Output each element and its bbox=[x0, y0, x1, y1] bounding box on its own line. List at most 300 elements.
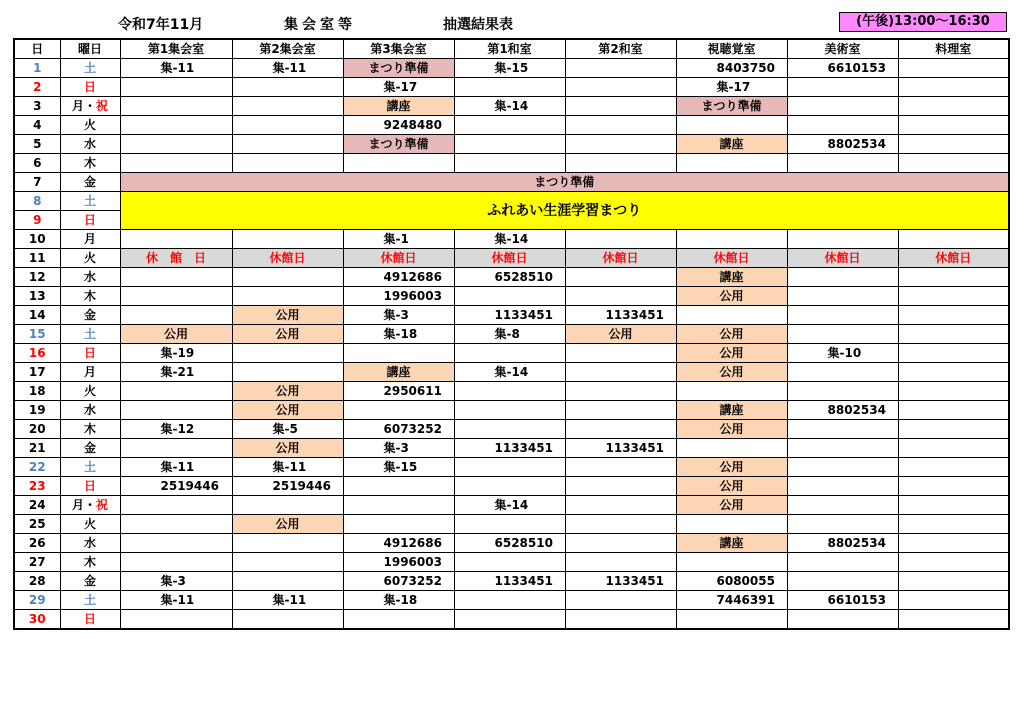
day-cell: 26 bbox=[14, 534, 60, 553]
cell-av-room: 公用 bbox=[676, 477, 787, 496]
cell-meeting-room-2: 公用 bbox=[232, 325, 343, 344]
cell-av-room: 公用 bbox=[676, 287, 787, 306]
table-row bbox=[14, 116, 1009, 135]
weekday-cell: 火 bbox=[60, 116, 120, 135]
table-row bbox=[14, 287, 1009, 306]
weekday-cell: 水 bbox=[60, 401, 120, 420]
cell-meeting-room-1 bbox=[120, 116, 232, 135]
cell-japanese-room-1 bbox=[454, 420, 565, 439]
col-header-art-room: 美術室 bbox=[787, 39, 898, 59]
cell-av-room: 7446391 bbox=[676, 591, 787, 610]
cell-japanese-room-1 bbox=[454, 287, 565, 306]
cell-art-room bbox=[787, 325, 898, 344]
cell-meeting-room-1 bbox=[120, 515, 232, 534]
cell-meeting-room-2 bbox=[232, 344, 343, 363]
table-row bbox=[14, 173, 1009, 192]
cell-japanese-room-2 bbox=[565, 553, 676, 572]
col-header-japanese-room-2: 第2和室 bbox=[565, 39, 676, 59]
cell-meeting-room-3 bbox=[343, 496, 454, 515]
table-row bbox=[14, 439, 1009, 458]
day-cell: 6 bbox=[14, 154, 60, 173]
cell-meeting-room-2: 公用 bbox=[232, 401, 343, 420]
cell-cooking-room bbox=[898, 287, 1009, 306]
cell-cooking-room bbox=[898, 344, 1009, 363]
cell-av-room bbox=[676, 439, 787, 458]
cell-cooking-room bbox=[898, 591, 1009, 610]
weekday-cell: 月 bbox=[60, 230, 120, 249]
day-cell: 23 bbox=[14, 477, 60, 496]
table-row bbox=[14, 268, 1009, 287]
cell-japanese-room-2 bbox=[565, 135, 676, 154]
cell-meeting-room-2 bbox=[232, 78, 343, 97]
cell-meeting-room-1: 集-11 bbox=[120, 59, 232, 78]
holiday-label: 祝 bbox=[96, 498, 109, 512]
cell-japanese-room-1: 1133451 bbox=[454, 572, 565, 591]
cell-av-room bbox=[676, 154, 787, 173]
day-cell: 14 bbox=[14, 306, 60, 325]
cell-meeting-room-1 bbox=[120, 268, 232, 287]
cell-cooking-room bbox=[898, 268, 1009, 287]
cell-japanese-room-2 bbox=[565, 382, 676, 401]
table-row bbox=[14, 420, 1009, 439]
cell-meeting-room-1: 集-21 bbox=[120, 363, 232, 382]
day-cell: 16 bbox=[14, 344, 60, 363]
col-header-meeting-room-3: 第3集会室 bbox=[343, 39, 454, 59]
cell-av-room bbox=[676, 230, 787, 249]
cell-art-room bbox=[787, 439, 898, 458]
cell-japanese-room-1 bbox=[454, 344, 565, 363]
cell-art-room bbox=[787, 268, 898, 287]
cell-meeting-room-2 bbox=[232, 154, 343, 173]
weekday-cell: 土 bbox=[60, 458, 120, 477]
cell-japanese-room-2 bbox=[565, 154, 676, 173]
cell-japanese-room-2 bbox=[565, 420, 676, 439]
cell-japanese-room-2: 1133451 bbox=[565, 306, 676, 325]
cell-av-room: 6080055 bbox=[676, 572, 787, 591]
cell-meeting-room-1 bbox=[120, 610, 232, 630]
table-row bbox=[14, 534, 1009, 553]
weekday-cell: 火 bbox=[60, 515, 120, 534]
table-row bbox=[14, 78, 1009, 97]
cell-meeting-room-3: まつり準備 bbox=[343, 59, 454, 78]
day-cell: 7 bbox=[14, 173, 60, 192]
weekday-cell: 日 bbox=[60, 344, 120, 363]
cell-cooking-room bbox=[898, 572, 1009, 591]
day-cell: 9 bbox=[14, 211, 60, 230]
weekday-cell: 日 bbox=[60, 211, 120, 230]
cell-meeting-room-1: 集-3 bbox=[120, 572, 232, 591]
cell-art-room bbox=[787, 97, 898, 116]
cell-japanese-room-2 bbox=[565, 230, 676, 249]
cell-japanese-room-1: 集-14 bbox=[454, 230, 565, 249]
cell-japanese-room-1 bbox=[454, 477, 565, 496]
cell-japanese-room-2: 休館日 bbox=[565, 249, 676, 268]
cell-meeting-room-3: 集-17 bbox=[343, 78, 454, 97]
document-subtitle: 集会室等 bbox=[284, 17, 356, 33]
cell-av-room: 公用 bbox=[676, 344, 787, 363]
cell-art-room: 集-10 bbox=[787, 344, 898, 363]
table-row bbox=[14, 477, 1009, 496]
cell-meeting-room-1 bbox=[120, 553, 232, 572]
cell-art-room bbox=[787, 154, 898, 173]
cell-av-room: 公用 bbox=[676, 325, 787, 344]
day-cell: 17 bbox=[14, 363, 60, 382]
day-cell: 22 bbox=[14, 458, 60, 477]
cell-japanese-room-1 bbox=[454, 515, 565, 534]
cell-meeting-room-2 bbox=[232, 553, 343, 572]
weekday-cell: 木 bbox=[60, 287, 120, 306]
cell-japanese-room-2 bbox=[565, 458, 676, 477]
day-cell: 12 bbox=[14, 268, 60, 287]
table-row bbox=[14, 154, 1009, 173]
cell-meeting-room-2 bbox=[232, 116, 343, 135]
header-row bbox=[14, 39, 1009, 59]
cell-meeting-room-3: 6073252 bbox=[343, 572, 454, 591]
cell-art-room: 6610153 bbox=[787, 59, 898, 78]
cell-meeting-room-3: 4912686 bbox=[343, 534, 454, 553]
cell-av-room: 公用 bbox=[676, 420, 787, 439]
cell-art-room: 休館日 bbox=[787, 249, 898, 268]
day-cell: 15 bbox=[14, 325, 60, 344]
cell-cooking-room bbox=[898, 78, 1009, 97]
col-header-japanese-room-1: 第1和室 bbox=[454, 39, 565, 59]
cell-av-room bbox=[676, 116, 787, 135]
cell-av-room: 公用 bbox=[676, 458, 787, 477]
cell-japanese-room-2: 1133451 bbox=[565, 439, 676, 458]
cell-japanese-room-1 bbox=[454, 135, 565, 154]
col-header-cooking-room: 料理室 bbox=[898, 39, 1009, 59]
cell-japanese-room-1: 休館日 bbox=[454, 249, 565, 268]
cell-art-room bbox=[787, 363, 898, 382]
cell-cooking-room bbox=[898, 610, 1009, 630]
cell-japanese-room-1: 6528510 bbox=[454, 534, 565, 553]
cell-japanese-room-1: 集-14 bbox=[454, 496, 565, 515]
cell-japanese-room-1 bbox=[454, 154, 565, 173]
cell-art-room bbox=[787, 230, 898, 249]
cell-japanese-room-1 bbox=[454, 116, 565, 135]
table-row bbox=[14, 553, 1009, 572]
cell-meeting-room-3: 集-15 bbox=[343, 458, 454, 477]
festival-prep-banner: まつり準備 bbox=[120, 173, 1009, 192]
cell-art-room: 8802534 bbox=[787, 401, 898, 420]
day-cell: 10 bbox=[14, 230, 60, 249]
cell-meeting-room-1 bbox=[120, 306, 232, 325]
cell-japanese-room-1: 集-14 bbox=[454, 363, 565, 382]
cell-art-room bbox=[787, 610, 898, 630]
cell-meeting-room-2: 公用 bbox=[232, 515, 343, 534]
weekday-cell: 水 bbox=[60, 135, 120, 154]
cell-japanese-room-1 bbox=[454, 382, 565, 401]
cell-cooking-room bbox=[898, 230, 1009, 249]
weekday-cell: 日 bbox=[60, 610, 120, 630]
cell-art-room bbox=[787, 78, 898, 97]
table-row bbox=[14, 230, 1009, 249]
reservation-table bbox=[13, 38, 1010, 630]
weekday-label: 月・ bbox=[71, 99, 96, 113]
cell-meeting-room-1 bbox=[120, 439, 232, 458]
cell-meeting-room-1: 2519446 bbox=[120, 477, 232, 496]
table-row bbox=[14, 344, 1009, 363]
col-header-meeting-room-2: 第2集会室 bbox=[232, 39, 343, 59]
weekday-label: 月・ bbox=[71, 498, 96, 512]
table-row bbox=[14, 458, 1009, 477]
cell-japanese-room-2 bbox=[565, 116, 676, 135]
cell-meeting-room-2 bbox=[232, 135, 343, 154]
day-cell: 27 bbox=[14, 553, 60, 572]
cell-japanese-room-1: 集-14 bbox=[454, 97, 565, 116]
cell-meeting-room-3: 集-18 bbox=[343, 591, 454, 610]
cell-cooking-room bbox=[898, 458, 1009, 477]
day-cell: 19 bbox=[14, 401, 60, 420]
cell-japanese-room-2: 公用 bbox=[565, 325, 676, 344]
cell-japanese-room-2 bbox=[565, 610, 676, 630]
cell-japanese-room-2 bbox=[565, 78, 676, 97]
table-row bbox=[14, 591, 1009, 610]
cell-av-room bbox=[676, 553, 787, 572]
cell-av-room: 講座 bbox=[676, 135, 787, 154]
cell-meeting-room-2: 集-11 bbox=[232, 59, 343, 78]
table-row bbox=[14, 572, 1009, 591]
weekday-cell: 火 bbox=[60, 249, 120, 268]
cell-cooking-room bbox=[898, 496, 1009, 515]
cell-art-room: 8802534 bbox=[787, 534, 898, 553]
table-row bbox=[14, 192, 1009, 211]
cell-meeting-room-2: 2519446 bbox=[232, 477, 343, 496]
cell-japanese-room-2 bbox=[565, 496, 676, 515]
cell-av-room: 講座 bbox=[676, 401, 787, 420]
cell-japanese-room-2 bbox=[565, 59, 676, 78]
cell-art-room bbox=[787, 515, 898, 534]
cell-cooking-room bbox=[898, 97, 1009, 116]
cell-meeting-room-1 bbox=[120, 496, 232, 515]
cell-meeting-room-2: 公用 bbox=[232, 306, 343, 325]
cell-meeting-room-3: 講座 bbox=[343, 363, 454, 382]
cell-av-room bbox=[676, 610, 787, 630]
cell-cooking-room bbox=[898, 363, 1009, 382]
weekday-cell: 金 bbox=[60, 173, 120, 192]
cell-cooking-room bbox=[898, 306, 1009, 325]
cell-meeting-room-1: 公用 bbox=[120, 325, 232, 344]
weekday-cell: 金 bbox=[60, 439, 120, 458]
col-header-av-room: 視聴覚室 bbox=[676, 39, 787, 59]
cell-av-room bbox=[676, 382, 787, 401]
cell-art-room bbox=[787, 382, 898, 401]
cell-meeting-room-1 bbox=[120, 135, 232, 154]
cell-art-room bbox=[787, 458, 898, 477]
cell-av-room bbox=[676, 306, 787, 325]
cell-meeting-room-2 bbox=[232, 572, 343, 591]
cell-meeting-room-3: 4912686 bbox=[343, 268, 454, 287]
cell-cooking-room bbox=[898, 553, 1009, 572]
table-row bbox=[14, 382, 1009, 401]
cell-japanese-room-1 bbox=[454, 401, 565, 420]
cell-av-room: まつり準備 bbox=[676, 97, 787, 116]
day-cell: 1 bbox=[14, 59, 60, 78]
table-row bbox=[14, 363, 1009, 382]
day-cell: 4 bbox=[14, 116, 60, 135]
weekday-cell: 土 bbox=[60, 325, 120, 344]
cell-meeting-room-2: 公用 bbox=[232, 439, 343, 458]
cell-meeting-room-2: 集-11 bbox=[232, 591, 343, 610]
cell-art-room bbox=[787, 116, 898, 135]
cell-meeting-room-3 bbox=[343, 344, 454, 363]
weekday-cell: 土 bbox=[60, 591, 120, 610]
cell-meeting-room-2 bbox=[232, 534, 343, 553]
day-cell: 11 bbox=[14, 249, 60, 268]
cell-meeting-room-1 bbox=[120, 97, 232, 116]
cell-meeting-room-2: 集-11 bbox=[232, 458, 343, 477]
weekday-cell: 金 bbox=[60, 306, 120, 325]
cell-art-room bbox=[787, 477, 898, 496]
weekday-cell: 木 bbox=[60, 154, 120, 173]
cell-art-room bbox=[787, 496, 898, 515]
table-row bbox=[14, 610, 1009, 630]
cell-meeting-room-2 bbox=[232, 496, 343, 515]
time-slot-badge: (午後)13:00～16:30 bbox=[839, 12, 1007, 32]
holiday-label: 祝 bbox=[96, 99, 109, 113]
cell-art-room bbox=[787, 420, 898, 439]
weekday-cell bbox=[60, 496, 120, 515]
weekday-cell: 木 bbox=[60, 420, 120, 439]
cell-meeting-room-2: 休館日 bbox=[232, 249, 343, 268]
day-cell: 13 bbox=[14, 287, 60, 306]
cell-japanese-room-2 bbox=[565, 363, 676, 382]
cell-meeting-room-1 bbox=[120, 401, 232, 420]
cell-meeting-room-3: 集-1 bbox=[343, 230, 454, 249]
cell-cooking-room bbox=[898, 116, 1009, 135]
cell-japanese-room-2 bbox=[565, 534, 676, 553]
cell-japanese-room-2 bbox=[565, 477, 676, 496]
cell-japanese-room-2 bbox=[565, 344, 676, 363]
cell-meeting-room-3: まつり準備 bbox=[343, 135, 454, 154]
cell-japanese-room-2 bbox=[565, 515, 676, 534]
cell-japanese-room-1 bbox=[454, 78, 565, 97]
cell-japanese-room-2 bbox=[565, 591, 676, 610]
table-row bbox=[14, 135, 1009, 154]
cell-meeting-room-2: 集-5 bbox=[232, 420, 343, 439]
cell-meeting-room-3: 6073252 bbox=[343, 420, 454, 439]
cell-japanese-room-1: 1133451 bbox=[454, 439, 565, 458]
cell-japanese-room-1: 1133451 bbox=[454, 306, 565, 325]
cell-meeting-room-1: 集-11 bbox=[120, 458, 232, 477]
weekday-cell: 土 bbox=[60, 192, 120, 211]
cell-japanese-room-1: 6528510 bbox=[454, 268, 565, 287]
cell-japanese-room-1: 集-15 bbox=[454, 59, 565, 78]
festival-banner: ふれあい生涯学習まつり bbox=[120, 192, 1009, 230]
day-cell: 21 bbox=[14, 439, 60, 458]
cell-japanese-room-2 bbox=[565, 268, 676, 287]
cell-meeting-room-2 bbox=[232, 363, 343, 382]
document-title: 令和7年11月 bbox=[118, 17, 204, 33]
cell-av-room: 講座 bbox=[676, 268, 787, 287]
cell-meeting-room-3 bbox=[343, 515, 454, 534]
cell-meeting-room-3: 1996003 bbox=[343, 553, 454, 572]
cell-meeting-room-1 bbox=[120, 382, 232, 401]
weekday-cell: 月 bbox=[60, 363, 120, 382]
cell-meeting-room-2 bbox=[232, 230, 343, 249]
cell-meeting-room-3: 集-3 bbox=[343, 439, 454, 458]
day-cell: 3 bbox=[14, 97, 60, 116]
cell-meeting-room-2 bbox=[232, 610, 343, 630]
cell-cooking-room bbox=[898, 59, 1009, 78]
day-cell: 2 bbox=[14, 78, 60, 97]
cell-meeting-room-3 bbox=[343, 401, 454, 420]
weekday-cell bbox=[60, 97, 120, 116]
weekday-cell: 木 bbox=[60, 553, 120, 572]
cell-meeting-room-3 bbox=[343, 154, 454, 173]
day-cell: 25 bbox=[14, 515, 60, 534]
cell-meeting-room-3: 休館日 bbox=[343, 249, 454, 268]
cell-meeting-room-1 bbox=[120, 154, 232, 173]
table-row bbox=[14, 249, 1009, 268]
cell-meeting-room-2 bbox=[232, 287, 343, 306]
cell-japanese-room-1 bbox=[454, 591, 565, 610]
table-row bbox=[14, 515, 1009, 534]
day-cell: 8 bbox=[14, 192, 60, 211]
cell-cooking-room bbox=[898, 439, 1009, 458]
cell-art-room bbox=[787, 306, 898, 325]
weekday-cell: 土 bbox=[60, 59, 120, 78]
cell-japanese-room-2 bbox=[565, 97, 676, 116]
cell-cooking-room bbox=[898, 534, 1009, 553]
cell-meeting-room-1 bbox=[120, 230, 232, 249]
cell-meeting-room-3 bbox=[343, 610, 454, 630]
table-row bbox=[14, 306, 1009, 325]
weekday-cell: 日 bbox=[60, 477, 120, 496]
day-cell: 30 bbox=[14, 610, 60, 630]
cell-meeting-room-3 bbox=[343, 477, 454, 496]
table-row bbox=[14, 97, 1009, 116]
cell-meeting-room-1: 集-19 bbox=[120, 344, 232, 363]
cell-av-room bbox=[676, 515, 787, 534]
day-cell: 5 bbox=[14, 135, 60, 154]
cell-meeting-room-1: 集-11 bbox=[120, 591, 232, 610]
cell-art-room bbox=[787, 572, 898, 591]
cell-meeting-room-1 bbox=[120, 287, 232, 306]
col-header-day: 日 bbox=[14, 39, 60, 59]
cell-meeting-room-2: 公用 bbox=[232, 382, 343, 401]
cell-cooking-room bbox=[898, 325, 1009, 344]
cell-meeting-room-3: 集-18 bbox=[343, 325, 454, 344]
table-row bbox=[14, 401, 1009, 420]
cell-art-room bbox=[787, 287, 898, 306]
cell-cooking-room bbox=[898, 515, 1009, 534]
day-cell: 29 bbox=[14, 591, 60, 610]
weekday-cell: 火 bbox=[60, 382, 120, 401]
cell-meeting-room-3: 2950611 bbox=[343, 382, 454, 401]
cell-meeting-room-3: 1996003 bbox=[343, 287, 454, 306]
table-row bbox=[14, 59, 1009, 78]
cell-meeting-room-1 bbox=[120, 534, 232, 553]
cell-meeting-room-2 bbox=[232, 268, 343, 287]
cell-meeting-room-1 bbox=[120, 78, 232, 97]
cell-cooking-room bbox=[898, 420, 1009, 439]
cell-av-room: 8403750 bbox=[676, 59, 787, 78]
cell-japanese-room-1: 集-8 bbox=[454, 325, 565, 344]
weekday-cell: 水 bbox=[60, 534, 120, 553]
cell-cooking-room bbox=[898, 135, 1009, 154]
cell-art-room: 6610153 bbox=[787, 591, 898, 610]
weekday-cell: 水 bbox=[60, 268, 120, 287]
cell-japanese-room-2: 1133451 bbox=[565, 572, 676, 591]
cell-meeting-room-3: 9248480 bbox=[343, 116, 454, 135]
weekday-cell: 金 bbox=[60, 572, 120, 591]
cell-meeting-room-2 bbox=[232, 97, 343, 116]
cell-meeting-room-1: 休 館 日 bbox=[120, 249, 232, 268]
day-cell: 20 bbox=[14, 420, 60, 439]
cell-art-room bbox=[787, 553, 898, 572]
cell-meeting-room-3: 講座 bbox=[343, 97, 454, 116]
